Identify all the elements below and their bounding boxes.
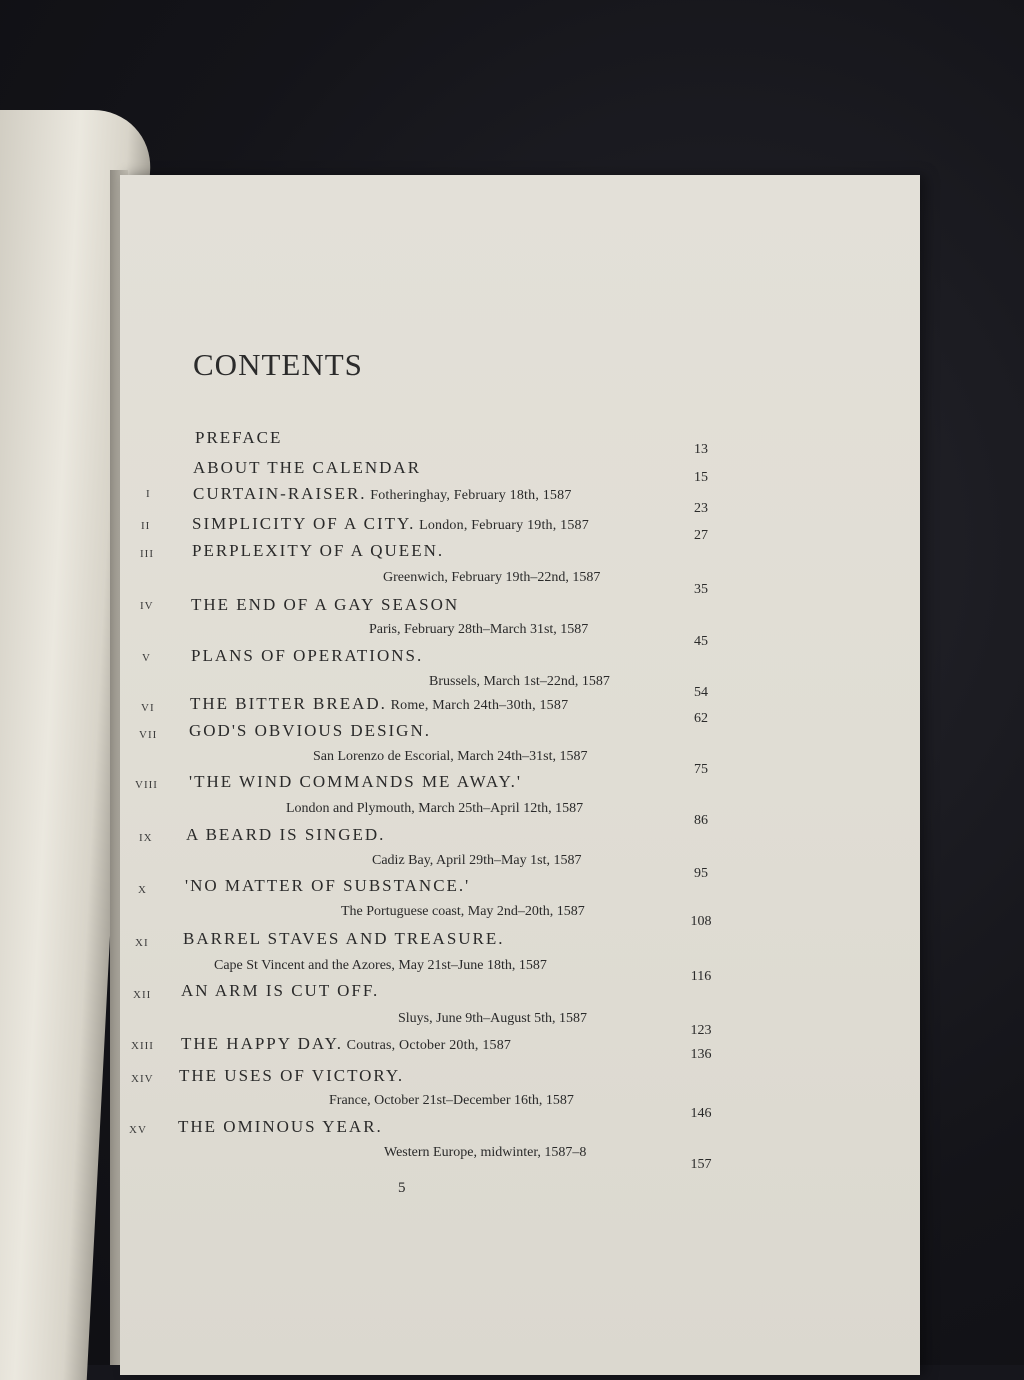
chapter-location: Paris, February 28th–March 31st, 1587 (369, 622, 589, 637)
page-ref: 15 (694, 470, 708, 485)
page-ref: 123 (690, 1023, 712, 1038)
page-ref: 35 (694, 582, 708, 597)
chapter-number: XIV (131, 1073, 154, 1085)
chapter-title: AN ARM IS CUT OFF. (181, 981, 380, 1000)
chapter-number: IX (139, 832, 153, 844)
toc-entry (189, 721, 431, 741)
page-ref: 86 (694, 813, 708, 828)
chapter-location: Western Europe, midwinter, 1587–8 (384, 1145, 587, 1160)
toc-entry (186, 825, 385, 845)
chapter-location: Cadiz Bay, April 29th–May 1st, 1587 (372, 853, 582, 868)
chapter-title: A BEARD IS SINGED. (186, 825, 386, 844)
toc-entry (192, 514, 589, 534)
page-ref: 75 (694, 762, 708, 777)
chapter-title: 'NO MATTER OF SUBSTANCE.' (185, 876, 471, 895)
toc-entry (191, 646, 423, 666)
page-ref: 108 (690, 914, 712, 929)
page-ref: 13 (694, 442, 708, 457)
toc-entry (181, 981, 379, 1001)
chapter-title: 'THE WIND COMMANDS ME AWAY.' (189, 772, 522, 791)
page-ref: 62 (694, 711, 708, 726)
chapter-number: X (138, 884, 147, 896)
chapter-number: IV (140, 600, 154, 612)
chapter-title: THE USES OF VICTORY. (179, 1066, 405, 1085)
toc-entry (193, 458, 421, 478)
chapter-location: Sluys, June 9th–August 5th, 1587 (398, 1011, 588, 1026)
toc-entry (193, 484, 572, 504)
chapter-location: Coutras, October 20th, 1587 (342, 1038, 512, 1053)
toc-entry (195, 428, 282, 448)
page-ref: 146 (690, 1106, 712, 1121)
toc-entry (190, 694, 568, 714)
page-ref: 27 (694, 528, 708, 543)
chapter-location: Fotheringhay, February 18th, 1587 (366, 488, 572, 503)
chapter-number: VIII (135, 779, 158, 791)
chapter-location: London, February 19th, 1587 (415, 518, 589, 533)
chapter-location: Cape St Vincent and the Azores, May 21st–June 18th, 1587 (214, 958, 547, 973)
chapter-location: London and Plymouth, March 25th–April 12th, 1587 (286, 801, 584, 816)
toc-entry (191, 595, 459, 615)
chapter-location: Greenwich, February 19th–22nd, 1587 (383, 570, 601, 585)
chapter-number: XI (135, 937, 149, 949)
page-ref: 45 (694, 634, 708, 649)
chapter-title: PERPLEXITY OF A QUEEN. (192, 541, 445, 560)
page-ref: 54 (694, 685, 708, 700)
chapter-number: III (140, 548, 154, 560)
page-ref: 136 (690, 1047, 712, 1062)
toc-entry (181, 1034, 511, 1054)
chapter-location: San Lorenzo de Escorial, March 24th–31st, 1587 (313, 749, 588, 764)
chapter-title: ABOUT THE CALENDAR (193, 458, 422, 477)
chapter-number: XII (133, 989, 152, 1001)
chapter-title: THE END OF A GAY SEASON (191, 595, 460, 614)
chapter-number: V (142, 652, 151, 664)
page-ref: 95 (694, 866, 708, 881)
toc-entry (189, 772, 522, 792)
chapter-number: XV (129, 1124, 147, 1136)
chapter-location: Brussels, March 1st–22nd, 1587 (429, 674, 610, 689)
toc-entry (185, 876, 470, 896)
page-ref: 23 (694, 501, 708, 516)
chapter-title: PREFACE (195, 428, 283, 447)
chapter-title: SIMPLICITY OF A CITY. (192, 514, 416, 533)
chapter-title: THE HAPPY DAY. (181, 1034, 343, 1053)
contents-heading: CONTENTS (193, 347, 363, 382)
chapter-location: Rome, March 24th–30th, 1587 (386, 698, 569, 713)
toc-entry (192, 541, 444, 561)
chapter-title: THE OMINOUS YEAR. (178, 1117, 383, 1136)
page-ref: 157 (690, 1157, 712, 1172)
chapter-number: II (141, 520, 151, 532)
toc-entry (179, 1066, 404, 1086)
chapter-title: BARREL STAVES AND TREASURE. (183, 929, 505, 948)
page-number: 5 (398, 1180, 406, 1196)
chapter-number: VII (139, 729, 158, 741)
chapter-title: PLANS OF OPERATIONS. (191, 646, 424, 665)
chapter-location: The Portuguese coast, May 2nd–20th, 1587 (341, 904, 585, 919)
chapter-title: THE BITTER BREAD. (190, 694, 387, 713)
toc-entry (178, 1117, 383, 1137)
chapter-title: GOD'S OBVIOUS DESIGN. (189, 721, 431, 740)
page-ref: 116 (690, 969, 712, 984)
toc-entry (183, 929, 505, 949)
chapter-location: France, October 21st–December 16th, 1587 (329, 1093, 574, 1108)
chapter-title: CURTAIN-RAISER. (193, 484, 367, 503)
chapter-number: I (146, 488, 151, 500)
chapter-number: XIII (131, 1040, 154, 1052)
chapter-number: VI (141, 702, 155, 714)
